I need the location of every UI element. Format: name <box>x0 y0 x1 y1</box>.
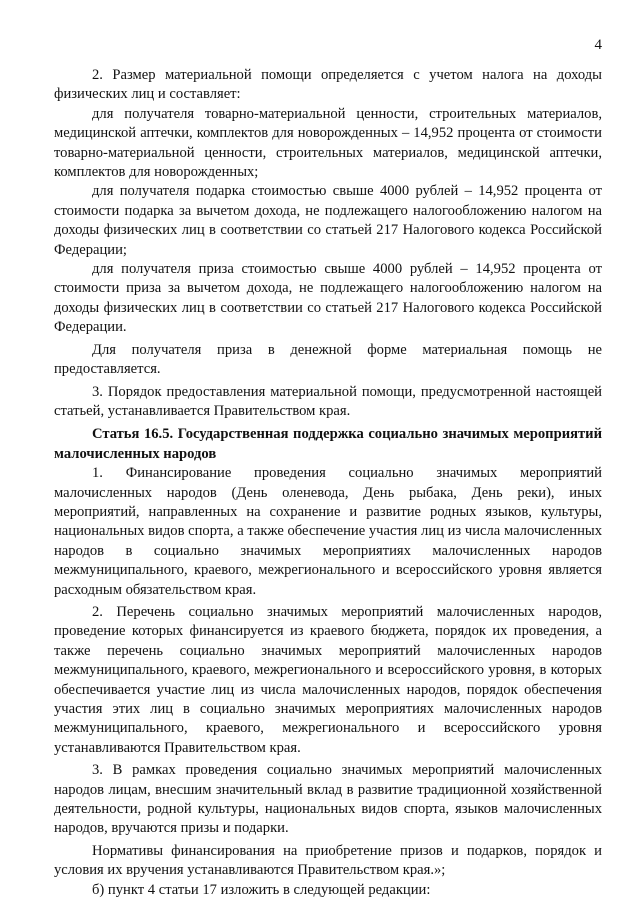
paragraph: для получателя приза стоимостью свыше 4000 рублей – 14,952 процента от стоимости приза за вычетом дохода, не подлежащего налогообложению налогом на доходы физических лиц в соответствии со статьей 217 Налогового кодекса Российской Федерации. <box>54 261 602 336</box>
paragraph: 3. Порядок предоставления материальной помощи, предусмотренной настоящей статьей, устанавливается Правительством края. <box>54 383 602 419</box>
page-number: 4 <box>594 37 602 53</box>
paragraph: для получателя подарка стоимостью свыше 4000 рублей – 14,952 процента от стоимости подарка за вычетом дохода, не подлежащего налогообложению налогом на доходы физических лиц в соответствии со статьей 217 Налогового кодекса Российской Федерации; <box>54 183 602 258</box>
paragraph: Нормативы финансирования на приобретение призов и подарков, порядок и условия их вручения устанавливаются Правительством края.»; <box>54 842 602 879</box>
document-body <box>54 66 602 900</box>
paragraph: 1. Финансирование проведения социально значимых мероприятий малочисленных народов (День оленевода, День рыбака, День реки), иных мероприятий, направленных на сохранение и развитие родных языков, культуры, национальных видов спорта, а также обеспечение участия лиц из числа малочисленных народов в социально значимых мероприятиях малочисленных народов межмуниципального, краевого, межрегионального и всероссийского уровня является расходным обязательством края. <box>54 465 602 598</box>
paragraph: для получателя товарно-материальной ценности, строительных материалов, медицинской аптечки, комплектов для новорожденных – 14,952 процента от стоимости товарно-материальной ценности, строительных материалов, медицинской аптечки, комплектов для новорожденных; <box>54 105 602 181</box>
paragraph: 2. Перечень социально значимых мероприятий малочисленных народов, проведение которых финансируется из краевого бюджета, порядок их проведения, а также перечень социально значимых мероприятий малочисленных народов межмуниципального, краевого, межрегионального и всероссийского уровня, в которых обеспечивается участие лиц из числа малочисленных народов, порядок обеспечения участия этих лиц в социально значимых мероприятиях малочисленных народов межмуниципального, краевого, межрегионального и всероссийского уровня устанавливаются Правительством края. <box>54 603 602 756</box>
paragraph: 3. В рамках проведения социально значимых мероприятий малочисленных народов лицам, внесшим значительный вклад в развитие традиционной хозяйственной деятельности, родной культуры, национальных видов спорта, языков малочисленных народов, вручаются призы и подарки. <box>54 762 602 837</box>
paragraph: 2. Размер материальной помощи определяется с учетом налога на доходы физических лиц и составляет: <box>54 67 602 103</box>
paragraph: Для получателя приза в денежной форме материальная помощь не предоставляется. <box>54 341 602 378</box>
paragraph: б) пункт 4 статьи 17 изложить в следующей редакции: <box>92 881 431 898</box>
article-heading: Статья 16.5. Государственная поддержка социально значимых мероприятий малочисленных народов <box>54 426 602 462</box>
